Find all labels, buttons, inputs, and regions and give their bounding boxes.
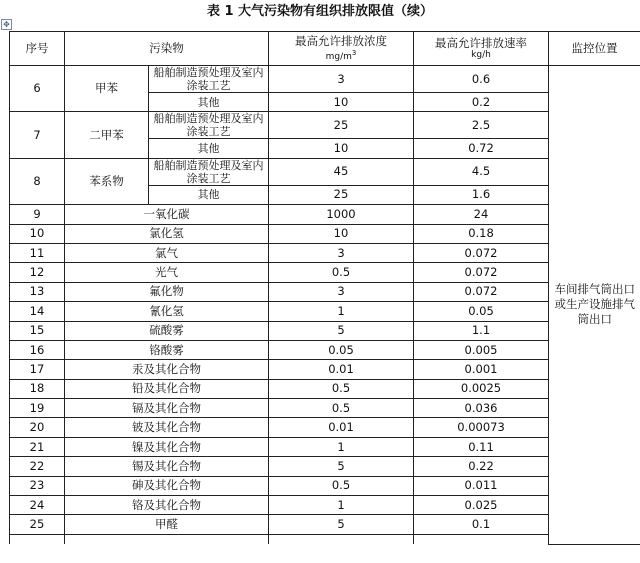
pollutant-name: 铬酸雾 (65, 340, 269, 359)
concentration-value: 0.5 (269, 476, 414, 495)
row-number: 22 (10, 457, 65, 476)
pollutant-name: 硫酸雾 (65, 321, 269, 340)
concentration-value: 1 (269, 496, 414, 515)
row-number: 9 (10, 205, 65, 224)
process-name: 其他 (149, 185, 269, 204)
rate-value: 0.1 (414, 515, 549, 534)
pollutant-name: 砷及其化合物 (65, 476, 269, 495)
concentration-value: 0.01 (269, 360, 414, 379)
rate-value: 0.072 (414, 282, 549, 301)
row-number: 17 (10, 360, 65, 379)
pollutant-name: 光气 (65, 263, 269, 282)
rate-value: 0.6 (414, 66, 549, 93)
table-row (10, 399, 640, 418)
table-row (10, 66, 640, 93)
rate-value: 2.5 (414, 112, 549, 139)
row-number: 19 (10, 399, 65, 418)
row-number: 11 (10, 243, 65, 262)
concentration-value: 3 (269, 243, 414, 262)
pollutant-name: 一氧化碳 (65, 205, 269, 224)
pollutant-name: 汞及其化合物 (65, 360, 269, 379)
header-monitor: 监控位置 (549, 32, 640, 66)
move-anchor-icon[interactable]: ✥ (1, 19, 12, 30)
concentration-value: 45 (269, 158, 414, 185)
row-number: 8 (10, 158, 65, 204)
pollutant-name: 氟化物 (65, 282, 269, 301)
row-number: 16 (10, 340, 65, 359)
pollutant-name: 氯气 (65, 243, 269, 262)
row-number: 14 (10, 302, 65, 321)
row-number: 12 (10, 263, 65, 282)
table-row (10, 379, 640, 398)
row-number: 6 (10, 66, 65, 112)
table-row (10, 321, 640, 340)
process-name: 其他 (149, 139, 269, 158)
rate-value: 0.036 (414, 399, 549, 418)
table-row (10, 437, 640, 456)
concentration-value: 1 (269, 302, 414, 321)
table-row-continuation (10, 534, 640, 544)
table-row (10, 282, 640, 301)
header-rate-unit: kg/h (471, 49, 491, 60)
row-number: 20 (10, 418, 65, 437)
table-row (10, 263, 640, 282)
rate-value: 0.22 (414, 457, 549, 476)
pollutant-name: 镍及其化合物 (65, 437, 269, 456)
continuation-cell (10, 534, 65, 544)
continuation-cell (269, 534, 414, 544)
concentration-value: 10 (269, 93, 414, 112)
table-title: 表 1 大气污染物有组织排放限值（续） (206, 4, 434, 19)
concentration-value: 25 (269, 112, 414, 139)
process-name: 船舶制造预处理及室内涂装工艺 (149, 112, 269, 139)
concentration-value: 10 (269, 139, 414, 158)
table-row (10, 418, 640, 437)
row-number: 18 (10, 379, 65, 398)
concentration-value: 25 (269, 185, 414, 204)
monitor-location: 车间排气筒出口或生产设施排气筒出口 (549, 66, 640, 545)
continuation-cell (65, 534, 269, 544)
header-rate-label: 最高允许排放速率 (435, 35, 527, 50)
header-concentration-label: 最高允许排放浓度 (295, 33, 387, 48)
table-row (10, 515, 640, 534)
table-row (10, 243, 640, 262)
table-row (10, 476, 640, 495)
concentration-value: 0.05 (269, 340, 414, 359)
row-number: 23 (10, 476, 65, 495)
concentration-value: 5 (269, 321, 414, 340)
pollutant-name: 锡及其化合物 (65, 457, 269, 476)
pollutant-name: 镉及其化合物 (65, 399, 269, 418)
header-concentration-unit: $mg/m^3$ (325, 48, 357, 62)
header-rate (414, 32, 549, 66)
table-row (10, 158, 640, 185)
concentration-value: 0.5 (269, 263, 414, 282)
concentration-value: 3 (269, 282, 414, 301)
concentration-value: 5 (269, 515, 414, 534)
table-row (10, 457, 640, 476)
rate-value: 0.011 (414, 476, 549, 495)
table-row (10, 340, 640, 359)
continuation-cell (414, 534, 549, 544)
rate-value: 1.6 (414, 185, 549, 204)
concentration-value: 10 (269, 224, 414, 243)
table-row (10, 205, 640, 224)
table-row (10, 224, 640, 243)
pollutant-name: 铅及其化合物 (65, 379, 269, 398)
header-pollutant: 污染物 (65, 32, 269, 66)
rate-value: 0.72 (414, 139, 549, 158)
row-number: 15 (10, 321, 65, 340)
rate-value: 0.05 (414, 302, 549, 321)
process-name: 船舶制造预处理及室内涂装工艺 (149, 158, 269, 185)
rate-value: 0.0025 (414, 379, 549, 398)
rate-value: 1.1 (414, 321, 549, 340)
pollutant-name: 甲苯 (65, 66, 149, 112)
concentration-value: 1000 (269, 205, 414, 224)
rate-value: 4.5 (414, 158, 549, 185)
rate-value: 0.025 (414, 496, 549, 515)
concentration-value: 0.5 (269, 399, 414, 418)
rate-value: 0.072 (414, 263, 549, 282)
row-number: 7 (10, 112, 65, 158)
rate-value: 0.2 (414, 93, 549, 112)
table-row (10, 112, 640, 139)
rate-value: 0.072 (414, 243, 549, 262)
table-row (10, 360, 640, 379)
concentration-value: 1 (269, 437, 414, 456)
concentration-value: 3 (269, 66, 414, 93)
row-number: 24 (10, 496, 65, 515)
rate-value: 0.001 (414, 360, 549, 379)
table-row (10, 302, 640, 321)
concentration-value: 0.01 (269, 418, 414, 437)
pollutant-name: 二甲苯 (65, 112, 149, 158)
process-name: 船舶制造预处理及室内涂装工艺 (149, 66, 269, 93)
row-number: 21 (10, 437, 65, 456)
rate-value: 0.11 (414, 437, 549, 456)
pollutant-name: 氰化氢 (65, 302, 269, 321)
pollutant-name: 铬及其化合物 (65, 496, 269, 515)
rate-value: 24 (414, 205, 549, 224)
pollutant-name: 苯系物 (65, 158, 149, 204)
row-number: 13 (10, 282, 65, 301)
emission-limits-table (9, 31, 640, 545)
rate-value: 0.005 (414, 340, 549, 359)
process-name: 其他 (149, 93, 269, 112)
rate-value: 0.18 (414, 224, 549, 243)
header-concentration (269, 32, 414, 66)
pollutant-name: 甲醛 (65, 515, 269, 534)
table-row (10, 496, 640, 515)
header-seq: 序号 (10, 32, 65, 66)
table-body (10, 66, 640, 545)
concentration-value: 5 (269, 457, 414, 476)
pollutant-name: 氯化氢 (65, 224, 269, 243)
header-row (10, 32, 640, 66)
row-number: 10 (10, 224, 65, 243)
pollutant-name: 铍及其化合物 (65, 418, 269, 437)
row-number: 25 (10, 515, 65, 534)
rate-value: 0.00073 (414, 418, 549, 437)
concentration-value: 0.5 (269, 379, 414, 398)
